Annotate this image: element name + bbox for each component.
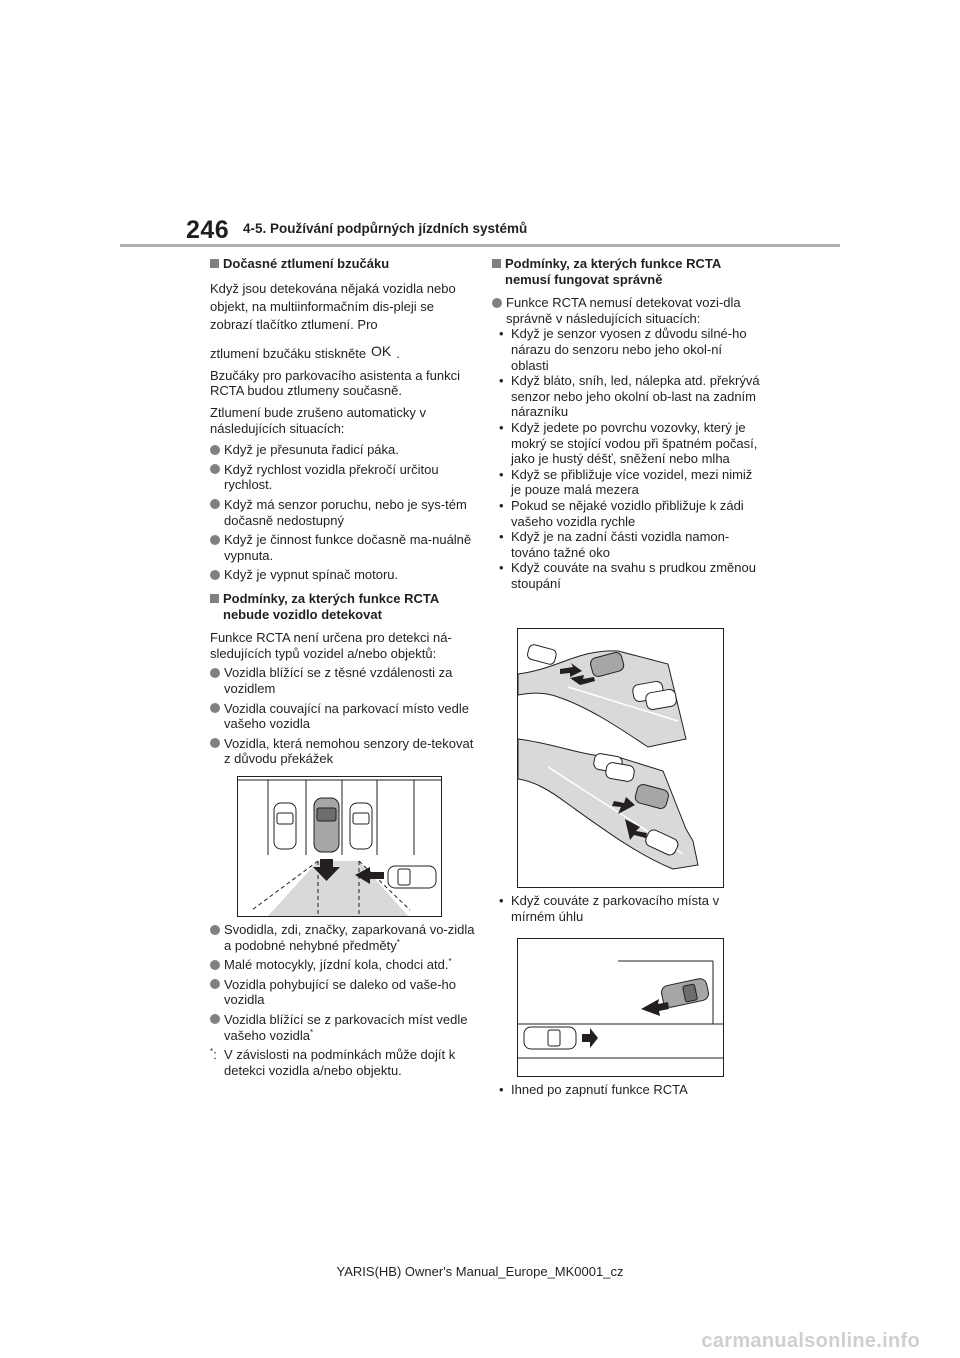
paragraph-mute-intro: Když jsou detekována nějaká vozidla nebo objekt, na multiinformačním dis-pleji se zobrazí tlačítko ztlumení. Pro [210, 280, 456, 333]
paragraph-cancel: Ztlumení bude zrušeno automaticky v následujících situacích: [210, 405, 427, 436]
asterisk: * [310, 1027, 314, 1037]
ok-button-icon [370, 344, 392, 364]
heading-not-correct: Podmínky, za kterých funkce RCTA nemusí fungovat správně [492, 256, 760, 287]
footnote-colon: : [213, 1047, 217, 1063]
own-vehicle [314, 798, 339, 852]
figure-angled-parking [517, 938, 724, 1077]
asterisk: * [210, 1047, 214, 1057]
sub-item: • Když je na zadní části vozidla namon-továno tažné oko [492, 529, 760, 560]
figure-slope [517, 628, 724, 888]
heading-temporary-mute: Dočasné ztlumení bzučáku [210, 256, 478, 272]
parked-car-left [274, 803, 296, 849]
approaching-car [388, 866, 436, 888]
paragraph-not-intended: Funkce RCTA není určena pro detekci ná-sledujících typů vozidel a/nebo objektů: [210, 630, 452, 661]
sub-item: • Když couváte na svahu s prudkou změnou stoupání [492, 560, 760, 591]
right-column-mid [492, 893, 760, 924]
list-item: Když má senzor poruchu, nebo je sys-tém dočasně nedostupný [210, 497, 478, 528]
list-item [210, 1012, 478, 1043]
ok-icon-text: OK [371, 343, 392, 358]
list-item [210, 922, 478, 953]
sub-item: • Ihned po zapnutí funkce RCTA [492, 1082, 760, 1098]
sub-item: • Když se přibližuje více vozidel, mezi nimiž je pouze malá mezera [492, 467, 760, 498]
section-title: 4-5. Používání podpůrných jízdních systémů [243, 221, 528, 236]
footer: YARIS(HB) Owner's Manual_Europe_MK0001_cz [336, 1264, 624, 1279]
list-item: Vozidla pohybující se daleko od vaše-ho vozidla [210, 977, 478, 1008]
header-divider [120, 244, 840, 247]
right-column-bottom [492, 1082, 760, 1098]
figure-parking-lot [237, 776, 442, 917]
page-number: 246 [186, 216, 230, 244]
parked-car-right [350, 803, 372, 849]
sub-item: • Když couváte z parkovacího místa v mírném úhlu [492, 893, 760, 924]
list-item: Vozidla couvající na parkovací místo vedle vašeho vozidla [210, 701, 478, 732]
approach-arrow-lane [582, 1028, 598, 1048]
sub-item: • Když jedete po povrchu vozovky, který je mokrý se stojící vodou při špatném počasí, jako je hustý déšť, sněžení nebo mlha [492, 420, 760, 467]
mute-press-text: ztlumení bzučáku stiskněte [210, 345, 367, 361]
list-item: Vozidla, která nemohou senzory de-tekovat z důvodu překážek [210, 736, 478, 767]
paragraph-buzzers: Bzučáky pro parkovacího asistenta a funkci RCTA budou ztlumeny současně. [210, 367, 461, 399]
left-column-lower [210, 922, 478, 1078]
list-item-text: Vozidla blížící se z parkovacích míst vedle vašeho vozidla [224, 1011, 468, 1043]
footnote [210, 1047, 478, 1078]
list-item-text: Malé motocykly, jízdní kola, chodci atd. [224, 957, 449, 973]
list-item: Když je přesunuta řadicí páka. [210, 442, 478, 458]
mute-press-end: . [396, 345, 400, 361]
list-item: Když rychlost vozidla překročí určitou rychlost. [210, 462, 478, 493]
car-top-left [526, 644, 557, 666]
list-item: Funkce RCTA nemusí detekovat vozi-dla správně v následujících situacích: [492, 295, 760, 326]
list-item: Když je činnost funkce dočasně ma-nuálně vypnuta. [210, 532, 478, 563]
paragraph-mute-press [210, 344, 478, 364]
footnote-text: V závislosti na podmínkách může dojít k detekci vozidla a/nebo objektu. [224, 1047, 456, 1078]
footnote-marker [210, 1047, 217, 1063]
sub-item: • Když bláto, sníh, led, nálepka atd. překrývá senzor nebo jeho okolní ob-last na zadním nárazníku [492, 373, 760, 420]
approaching-car-lane [524, 1027, 576, 1049]
sub-item: • Pokud se nějaké vozidlo přibližuje k zádi vašeho vozidla rychle [492, 498, 760, 529]
left-column [210, 256, 478, 767]
heading-not-detect: Podmínky, za kterých funkce RCTA nebude vozidlo detekovat [210, 591, 478, 622]
list-item [210, 957, 478, 973]
watermark: carmanualsonline.info [701, 1330, 920, 1352]
asterisk: * [396, 937, 400, 947]
sub-item: • Když je senzor vyosen z důvodu silné-ho nárazu do senzoru nebo jeho okol-ní oblasti [492, 326, 760, 373]
list-item: Vozidla blížící se z těsné vzdálenosti za vozidlem [210, 665, 478, 696]
list-item-text: Svodidla, zdi, značky, zaparkovaná vo-zidla a podobné nehybné předměty [224, 922, 475, 953]
right-column [492, 256, 760, 591]
asterisk: * [448, 957, 452, 967]
list-item: Když je vypnut spínač motoru. [210, 567, 478, 583]
